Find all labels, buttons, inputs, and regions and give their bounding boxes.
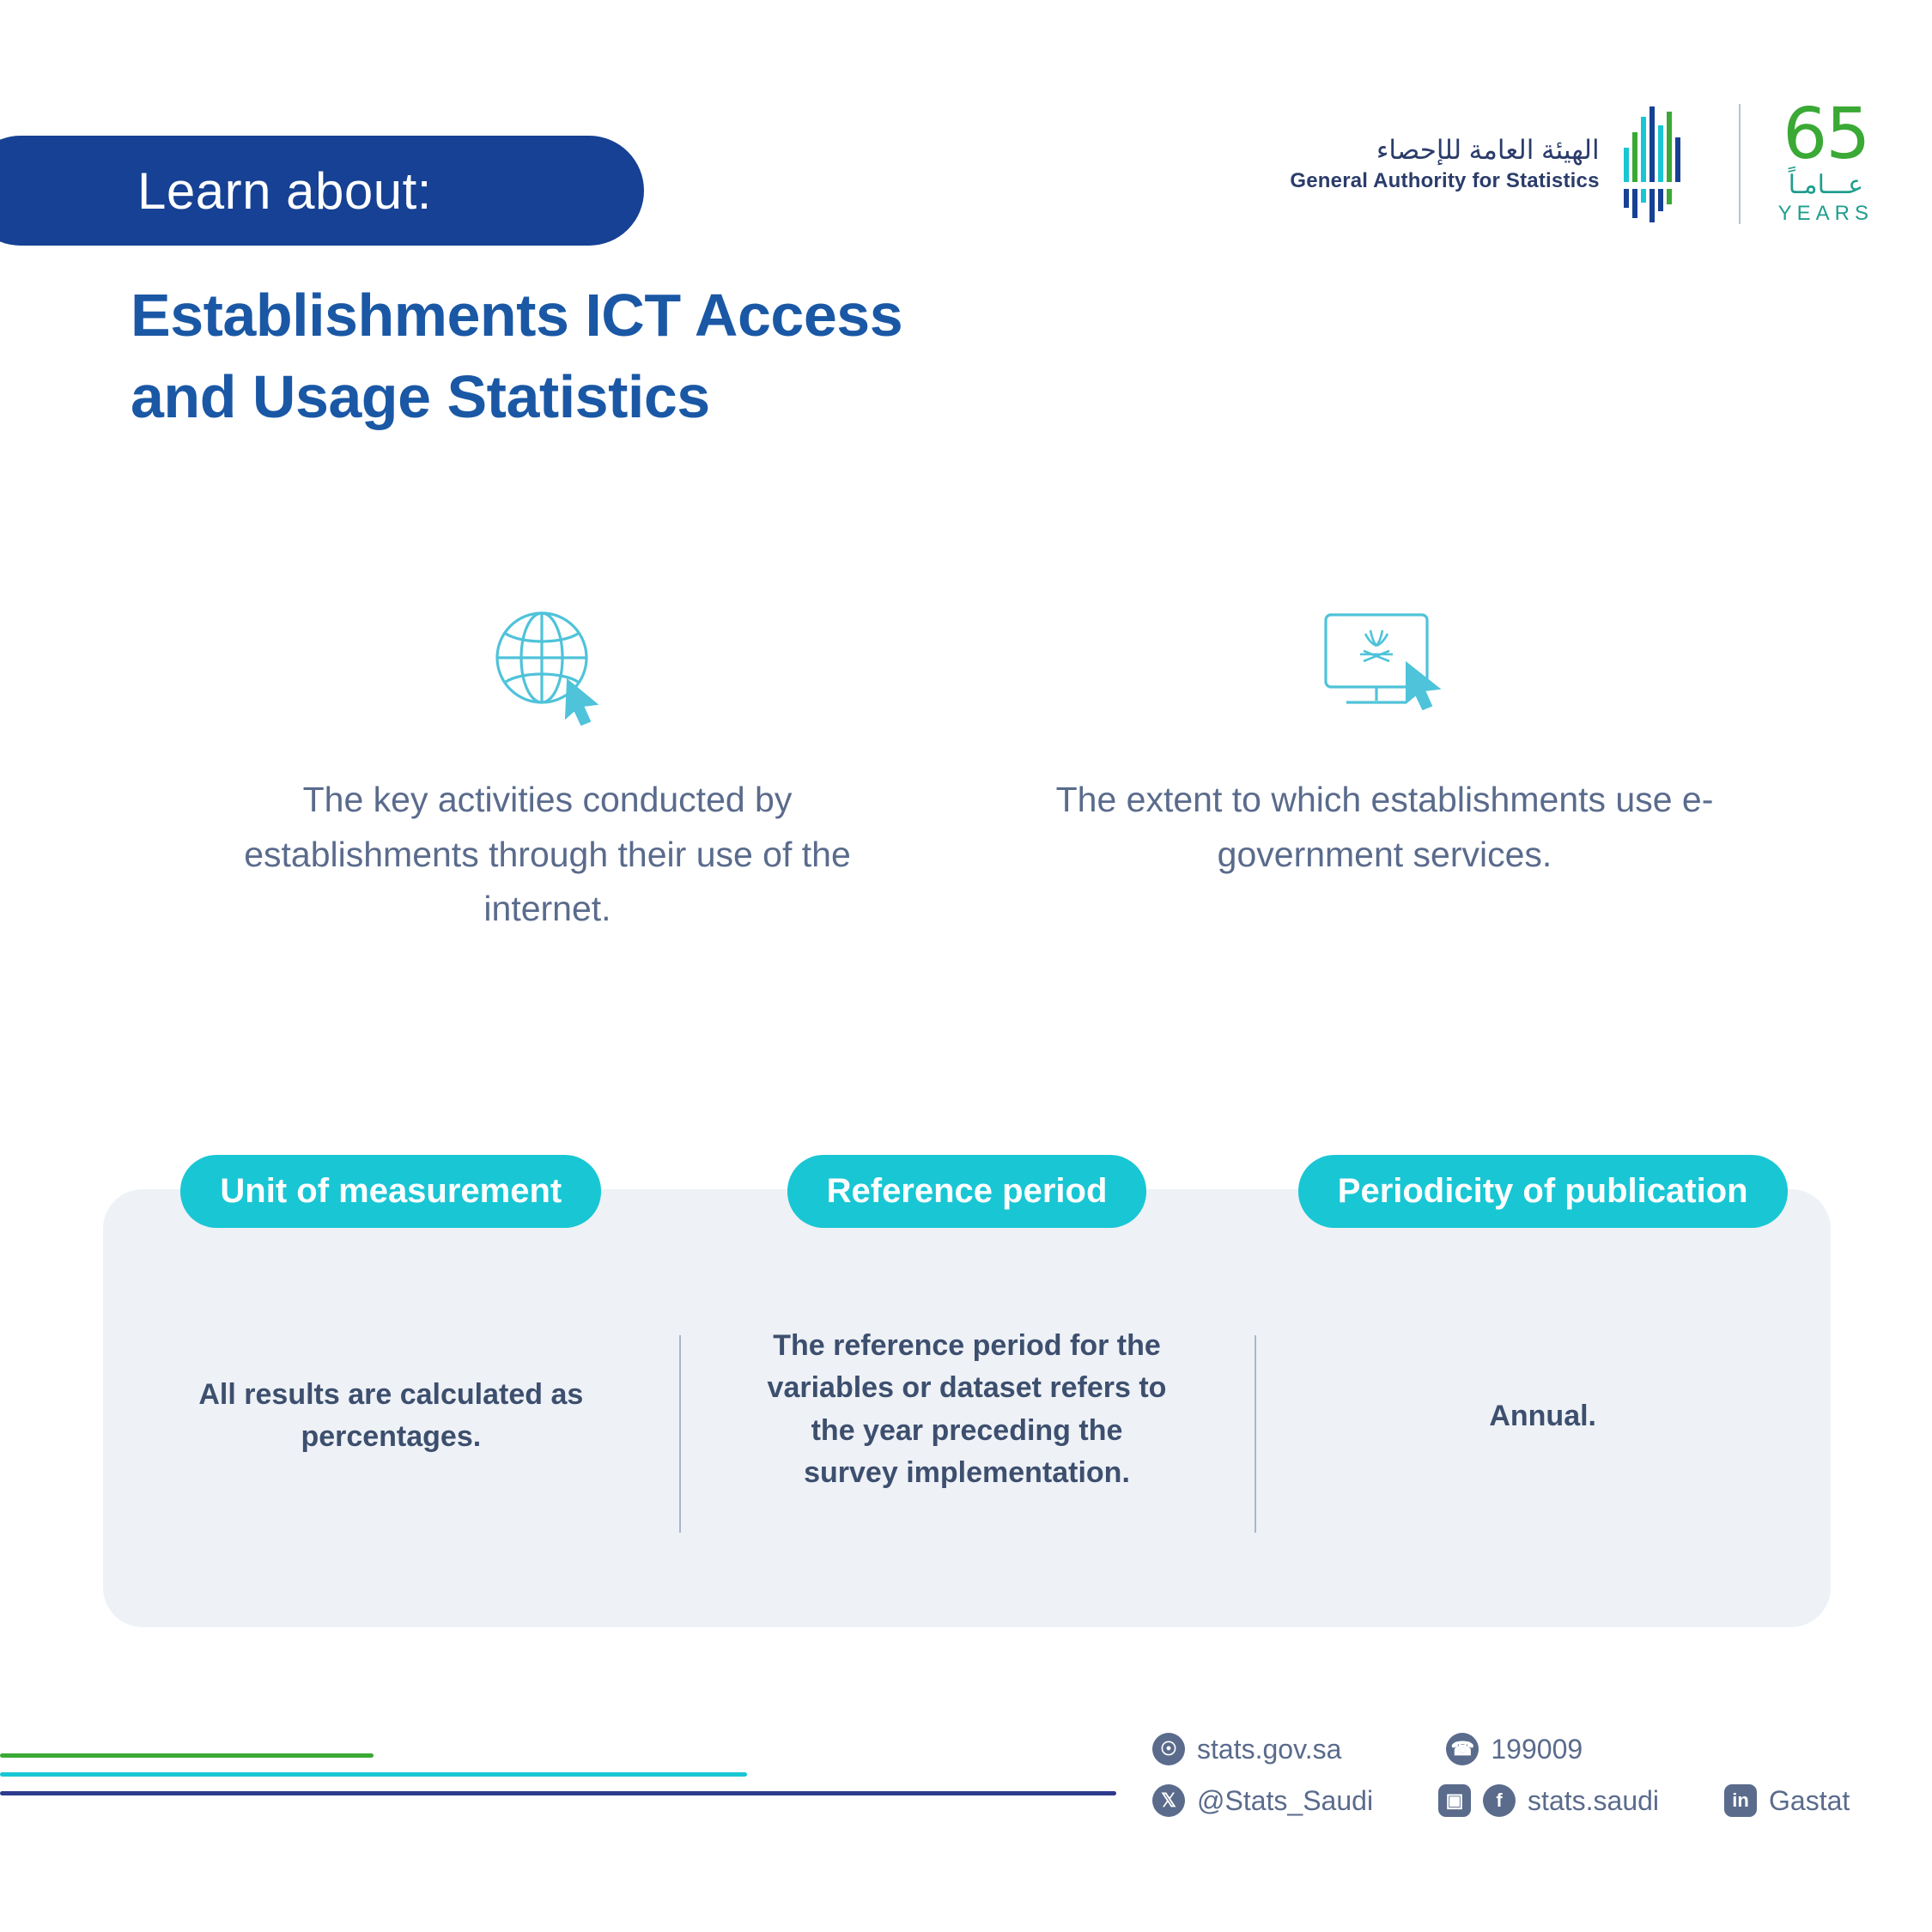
contact-website-label: stats.gov.sa (1197, 1733, 1342, 1765)
footer-line-green (0, 1753, 374, 1758)
feature-internet-activities-text: The key activities conducted by establishments through their use of the internet. (244, 780, 851, 929)
info-column-unit (103, 1172, 679, 1627)
globe-icon: ☉ (1152, 1733, 1185, 1765)
info-column-periodicity (1255, 1172, 1831, 1627)
page-title (131, 275, 1075, 437)
contact-x-label: @Stats_Saudi (1197, 1784, 1374, 1816)
feature-list (129, 601, 1803, 937)
page-title-line-1: Establishments ICT Access (131, 282, 903, 349)
gastat-bars-icon (1622, 106, 1701, 222)
contact-website[interactable] (1152, 1733, 1341, 1765)
contact-social-label: stats.saudi (1528, 1784, 1660, 1816)
info-heading-unit: Unit of measurement (180, 1155, 601, 1228)
logo-divider (1739, 104, 1741, 224)
learn-about-label: Learn about: (137, 161, 432, 220)
anniversary-arabic: عـــامـاً (1788, 170, 1864, 199)
feature-internet-activities (129, 601, 966, 937)
instagram-icon: ▣ (1438, 1784, 1471, 1817)
gastat-name-arabic: الهيئة العامة للإحصاء (1376, 135, 1600, 166)
contact-x[interactable] (1152, 1784, 1373, 1817)
info-column-reference-period (679, 1172, 1255, 1627)
contact-linkedin-label: Gastat (1769, 1784, 1850, 1816)
contact-social[interactable] (1438, 1784, 1659, 1817)
contact-row-top (1152, 1733, 1874, 1765)
info-body-unit: All results are calculated as percentages. (198, 1378, 584, 1454)
gastat-name-english: General Authority for Statistics (1290, 169, 1600, 193)
facebook-icon: f (1483, 1784, 1516, 1817)
monitor-cursor-icon (1312, 601, 1458, 730)
footer-line-blue (0, 1791, 1116, 1795)
contact-phone[interactable] (1446, 1733, 1583, 1765)
gastat-logo-text (1290, 135, 1599, 193)
anniversary-badge (1777, 94, 1874, 226)
footer-line-teal (0, 1772, 747, 1777)
learn-about-banner (0, 136, 644, 246)
phone-icon: ☎ (1446, 1733, 1479, 1765)
footer-contacts (1152, 1733, 1874, 1836)
info-heading-periodicity: Periodicity of publication (1298, 1155, 1788, 1228)
linkedin-icon: in (1724, 1784, 1757, 1817)
info-body-periodicity: Annual. (1489, 1400, 1597, 1432)
anniversary-english: YEARS (1777, 201, 1874, 225)
contact-row-bottom (1152, 1784, 1874, 1817)
info-body-reference-period: The reference period for the variables or dataset refers to the year preceding the survey implementation. (767, 1329, 1167, 1489)
contact-phone-label: 199009 (1491, 1733, 1583, 1765)
globe-cursor-icon (483, 601, 612, 730)
feature-egov-usage-text: The extent to which establishments use e-government services. (1055, 780, 1714, 874)
feature-egov-usage (966, 601, 1803, 937)
info-heading-reference-period: Reference period (787, 1155, 1147, 1228)
anniversary-number: 65 (1783, 94, 1869, 175)
contact-linkedin[interactable] (1724, 1784, 1850, 1817)
gastat-logo (1290, 94, 1874, 226)
x-twitter-icon: 𝕏 (1152, 1784, 1185, 1817)
page-title-line-2: and Usage Statistics (131, 362, 710, 430)
info-panel (103, 1172, 1831, 1627)
